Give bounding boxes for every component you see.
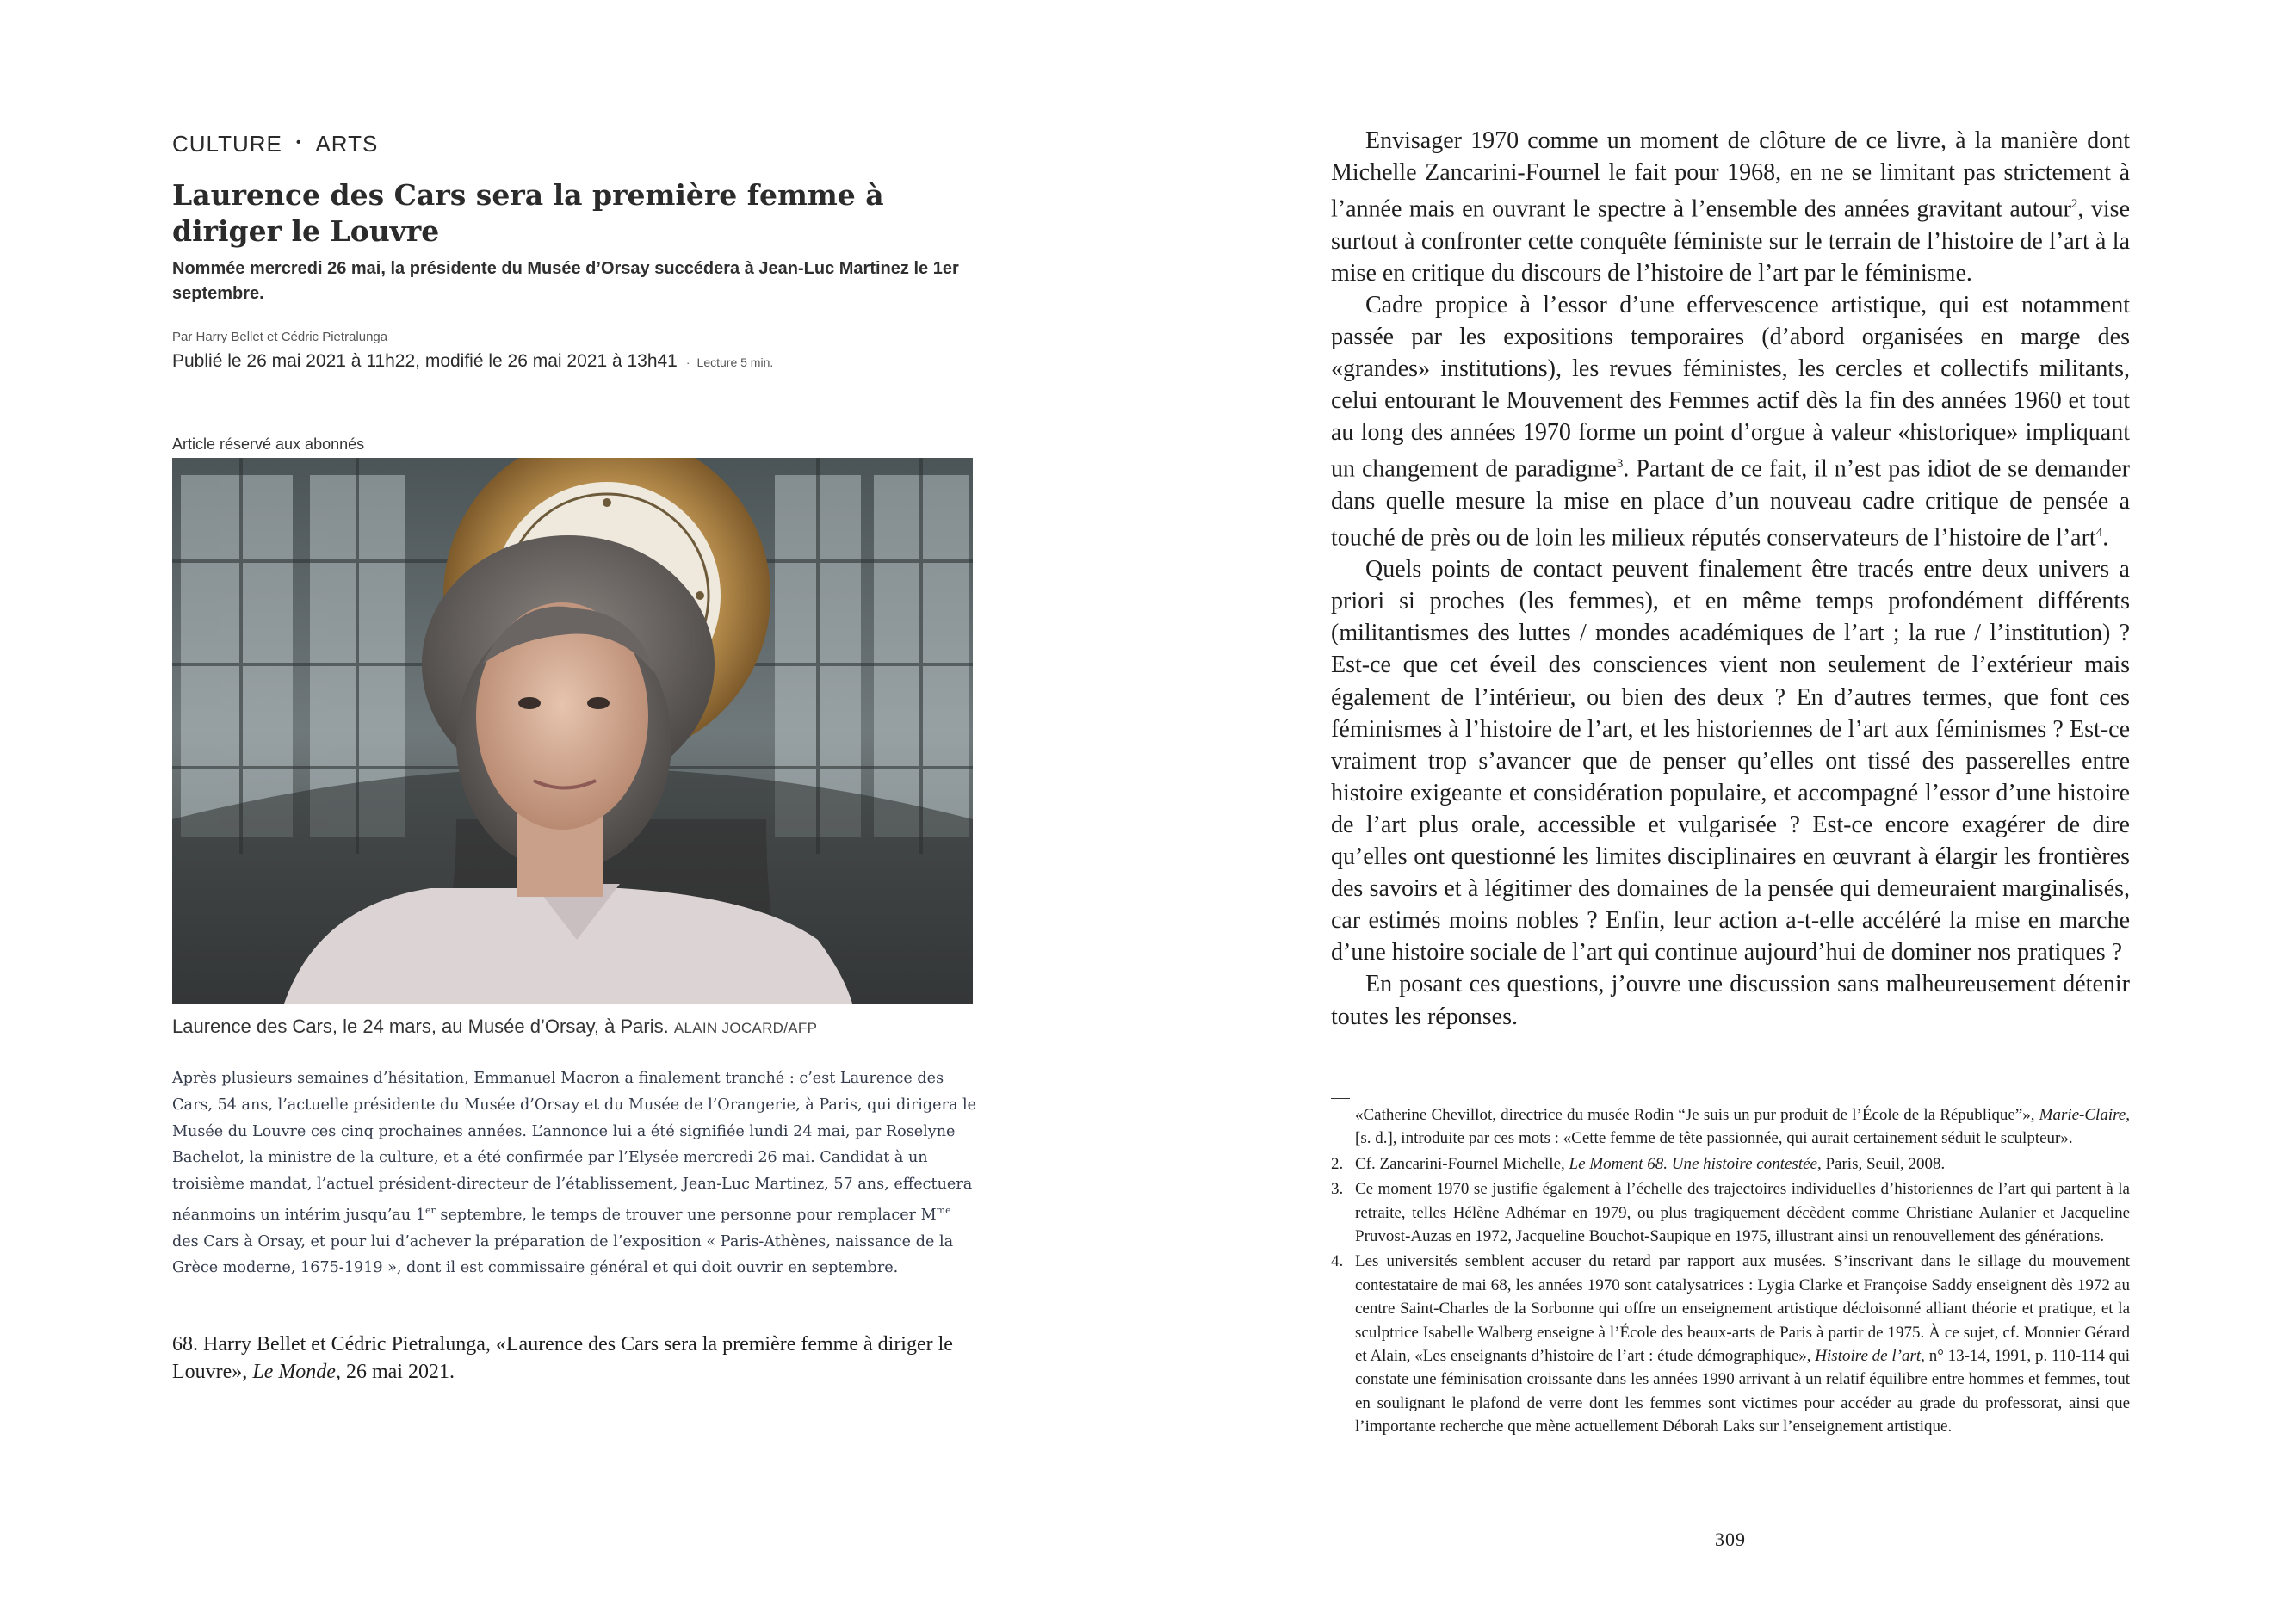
footnote-text: , 26 mai 2021. xyxy=(335,1361,455,1383)
footnote-text: , Paris, Seuil, 2008. xyxy=(1816,1154,1946,1173)
superscript-er: er xyxy=(425,1204,436,1216)
caption-text: Laurence des Cars, le 24 mars, au Musée d’Orsay, à Paris. xyxy=(172,1016,669,1037)
article-standfirst: Nommée mercredi 26 mai, la présidente du Musée d’Orsay succédera à Jean-Luc Martinez le 1er septembre. xyxy=(172,259,959,303)
paragraph-text: Cadre propice à l’essor d’une effervescence artistique, qui est notamment passée par les expositions temporaires (d’abord organisées en marge des «grandes» institutions), les revues féministes, les cercles et collectifs militants, celui entourant le Mouvement des Femmes actif dès la fin des années 1960 et tout au long des années 1970 forme un point d’orgue à valeur «historique» impliquant un changement de paradigme xyxy=(1331,291,2130,483)
footnote-number: 3. xyxy=(1331,1180,1344,1199)
footnote-ref-3[interactable]: 3 xyxy=(1616,457,1624,472)
article-byline: Par Harry Bellet et Cédric Pietralunga xyxy=(172,330,388,344)
paragraph: En posant ces questions, j’ouvre une discussion sans malheureusement détenir toutes les réponses. xyxy=(1331,971,2130,1030)
paragraph-text: . Partant de ce fait, il n’est pas idiot de se demander dans quelle mesure la mise en place d’un nouveau cadre critique de pensée a touché de près ou de loin les milieux réputés conservateurs de l’histoire de l’art xyxy=(1331,455,2130,552)
paragraph-text: Envisager 1970 comme un moment de clôture de ce livre, à la manière dont Michelle Zancarini-Fournel le fait pour 1968, en ne se limitant pas strictement à l’année mais en ouvrant le spectre à l’ensemble des années gravitant autour xyxy=(1331,127,2130,223)
footnote-text: Les universités semblent accuser du retard par rapport aux musées. S’inscrivant dans le sillage du mouvement contestataire de mai 68, les années 1970 sont catalysatrices : Lygia Clarke et Françoise Saddy enseignent dès 1972 au centre Saint-Charles de la Sorbonne qui offre un enseignement artistique décloisonné alliant théorie et pratique, et la sculptrice Isabelle Walberg enseigne à l’École des beaux-arts de Paris à partir de 1975. À ce sujet, cf. Monnier Gérard et Alain, «Les enseignants d’histoire de l’art : étude démographique», xyxy=(1355,1252,2130,1366)
paragraph-text: . xyxy=(2102,524,2109,552)
footnote-number: 68. xyxy=(172,1333,198,1356)
footnote-divider xyxy=(1331,1098,1350,1099)
meta-separator: · xyxy=(685,355,690,369)
footnote-ref-4[interactable]: 4 xyxy=(2095,525,2103,540)
footnote-3 xyxy=(1331,1177,2130,1248)
article-rubric xyxy=(172,131,378,157)
article-body xyxy=(172,1065,977,1281)
footnote-text: Cf. Zancarini-Fournel Michelle, xyxy=(1355,1154,1569,1173)
footnote-number: 2. xyxy=(1331,1154,1344,1173)
article-headline: Laurence des Cars sera la première femme à diriger le Louvre xyxy=(172,178,884,248)
rubric-dot: • xyxy=(295,135,302,151)
footnote-text: , n° 13-14, 1991, p. 110-114 qui constate une féminisation croissante dans les années 1990 arrivant à un relatif équilibre entre hommes et femmes, tout en soulignant le plafond de verre dont les femmes sont victimes pour accéder au grade du professorat, ainsi que l’importante recherche que mène actuellement Déborah Laks sur l’enseignement artistique. xyxy=(1355,1347,2130,1436)
rubric-subsection[interactable]: ARTS xyxy=(315,131,379,157)
paragraph-text: , vise surtout à confronter cette conquête féministe sur le terrain de l’histoire de l’art à la mise en critique du discours de l’histoire de l’art par le féminisme. xyxy=(1331,195,2130,287)
footnote-text: Ce moment 1970 se justifie également à l’échelle des trajectoires individuelles d’historiennes de l’art qui partent à la retraite, telles Hélène Adhémar en 1979, ou plus tragiquement décèdent comme Christiane Aulanier et Jacqueline Pruvost-Auzas en 1972, Jacqueline Bouchot-Saupique en 1975, illustrant ainsi un renouvellement des générations. xyxy=(1355,1180,2130,1246)
footnote-4 xyxy=(1331,1250,2130,1438)
article-body-text: des Cars à Orsay, et pour lui d’achever la préparation de l’exposition « Paris-Athènes, naissance de la Grèce moderne, 1675-1919 », dont il est commissaire général et qui doit ouvrir en septembre. xyxy=(172,1232,954,1277)
rubric-section[interactable]: CULTURE xyxy=(172,131,282,157)
article-publication-date xyxy=(172,351,773,372)
reading-time: Lecture 5 min. xyxy=(696,355,774,369)
paragraph xyxy=(1331,125,2130,289)
page-number: 309 xyxy=(1715,1528,1746,1550)
footnote-68 xyxy=(172,1331,981,1386)
photo-credit: ALAIN JOCARD/AFP xyxy=(673,1020,818,1036)
photo-caption xyxy=(172,1016,817,1038)
footnote-source-title: Le Monde xyxy=(252,1361,336,1383)
footnote-text: , [s. d.], introduite par ces mots : «Cette femme de tête passionnée, qui aurait certainement séduit le sculpteur». xyxy=(1355,1106,2130,1148)
footnote-source-title: Marie-Claire xyxy=(2039,1106,2126,1124)
paragraph xyxy=(1331,289,2130,553)
paragraph: Quels points de contact peuvent finalement être tracés entre deux univers a priori si proches (les femmes), et en même temps profondément différents (militantismes des luttes / mondes académiques de l’art ; la rue / l’institution) ? Est-ce que cet éveil des consciences vient non seulement de l’extérieur mais également de l’intérieur, ou bien des deux ? En d’autres termes, que font ces féminismes à l’histoire de l’art, et les historiennes de l’art aux féminismes ? Est-ce vraiment trop s’avancer que de penser qu’elles ont tissé des passerelles entre histoire exigeante et considération populaire, et accompagné l’essor d’une histoire de l’art plus orale, accessible et vulgarisée ? Est-ce encore exagérer de dire qu’elles ont questionné les limites disciplinaires en œuvrant à élargir les frontières des savoirs et à légitimer des domaines de la pensée qui demeuraient marginalisés, car estimés moins nobles ? Enfin, leur action a-t-elle accéléré la mise en marche d’une histoire sociale de l’art qui continue aujourd’hui de dominer nos pratiques ? xyxy=(1331,556,2130,966)
footnote-ref-2[interactable]: 2 xyxy=(2070,197,2078,212)
left-page xyxy=(172,0,981,1618)
right-page xyxy=(1331,0,2132,1618)
footnote-number: 4. xyxy=(1331,1252,1344,1271)
footnote-continuation xyxy=(1331,1103,2130,1151)
footnote-source-title: Le Moment 68. Une histoire contestée xyxy=(1569,1154,1817,1173)
body-text xyxy=(1331,125,2130,1033)
superscript-me: me xyxy=(936,1204,951,1216)
article-body-text: septembre, le temps de trouver une personne pour remplacer M xyxy=(435,1206,937,1224)
footnotes xyxy=(1331,1103,2130,1441)
footnote-text: Harry Bellet et Cédric Pietralunga, «Laurence des Cars sera la première femme à diriger le Louvre», xyxy=(172,1333,953,1383)
footnote-source-title: Histoire de l’art xyxy=(1815,1347,1922,1366)
publication-timestamp: Publié le 26 mai 2021 à 11h22, modifié le 26 mai 2021 à 13h41 xyxy=(172,351,678,371)
footnote-2 xyxy=(1331,1152,2130,1176)
article-photo xyxy=(172,458,973,1004)
subscriber-notice: Article réservé aux abonnés xyxy=(172,435,365,453)
article-body-text: Après plusieurs semaines d’hésitation, Emmanuel Macron a finalement tranché : c’est Laurence des Cars, 54 ans, l’actuelle présidente du Musée d’Orsay et du Musée de l’Orangerie, à Paris, qui dirigera le Musée du Louvre ces cinq prochaines années. L’annonce lui a été signifiée lundi 24 mai, par Roselyne Bachelot, la ministre de la culture, et a été confirmée par l’Elysée mercredi 26 mai. Candidat à un troisième mandat, l’actuel président-directeur de l’établissement, Jean-Luc Martinez, 57 ans, effectuera néanmoins un intérim jusqu’au 1 xyxy=(172,1070,977,1224)
footnote-text: «Catherine Chevillot, directrice du musée Rodin “Je suis un pur produit de l’École de la République”», xyxy=(1355,1106,2039,1124)
